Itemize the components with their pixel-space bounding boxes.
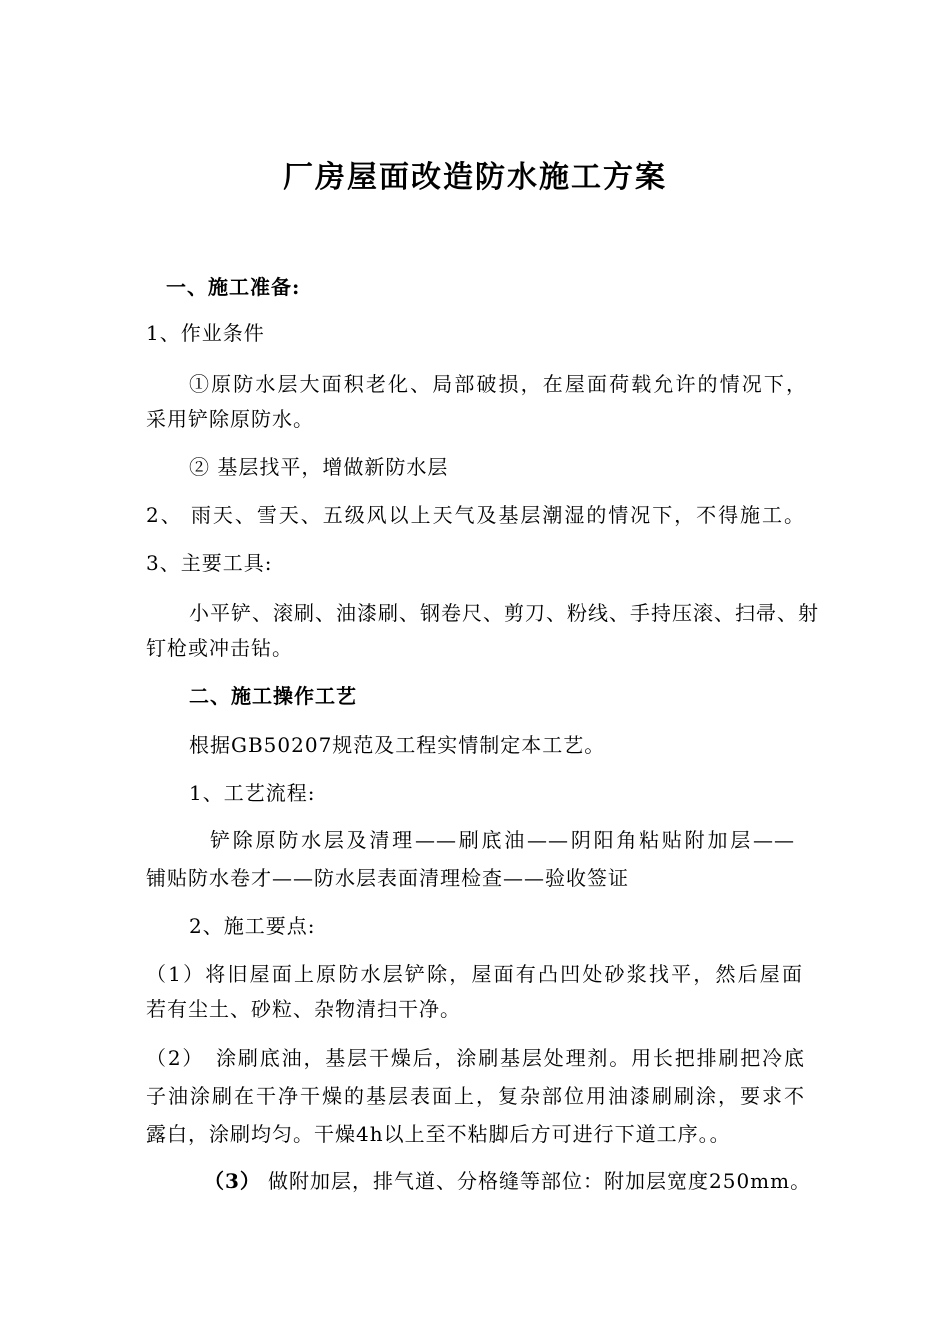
document-title: 厂房屋面改造防水施工方案 bbox=[283, 160, 667, 195]
section-2-intro: 根据GB50207规范及工程实情制定本工艺。 bbox=[189, 733, 606, 757]
section-2-item-2: 2、施工要点: bbox=[189, 914, 316, 938]
section-1-item-1: 1、作业条件 bbox=[146, 321, 265, 345]
section-2-item-1: 1、工艺流程: bbox=[189, 781, 316, 805]
section-1-item-1-para-2: ② 基层找平，增做新防水层 bbox=[189, 455, 449, 479]
section-2-point-2-line-3: 露白，涂刷均匀。干燥4h以上至不粘脚后方可进行下道工序。。 bbox=[146, 1122, 731, 1146]
section-2-point-1-line-2: 若有尘土、砂粒、杂物清扫干净。 bbox=[146, 997, 461, 1021]
section-1-item-1-para-1-line-2: 采用铲除原防水。 bbox=[146, 407, 314, 431]
section-2-point-3-number: （3） bbox=[204, 1169, 261, 1193]
section-1-heading: 一、施工准备: bbox=[166, 275, 301, 299]
section-2-heading: 二、施工操作工艺 bbox=[189, 684, 357, 708]
section-2-flow-line-1: 铲除原防水层及清理——刷底油——阴阳角粘贴附加层—— bbox=[210, 828, 795, 852]
section-1-item-2: 2、 雨天、雪天、五级风以上天气及基层潮湿的情况下，不得施工。 bbox=[146, 503, 805, 527]
section-2-flow-line-2: 铺贴防水卷才——防水层表面清理检查——验收签证 bbox=[146, 866, 629, 890]
section-2-point-3-text: 做附加层，排气道、分格缝等部位：附加层宽度250mm。 bbox=[268, 1169, 812, 1193]
section-1-item-1-para-1-line-1: ①原防水层大面积老化、局部破损，在屋面荷载允许的情况下， bbox=[189, 372, 807, 396]
section-1-item-3-text-line-2: 钉枪或冲击钻。 bbox=[146, 636, 293, 660]
section-1-item-3: 3、主要工具: bbox=[146, 551, 273, 575]
section-1-item-3-text-line-1: 小平铲、滚刷、油漆刷、钢卷尺、剪刀、粉线、手持压滚、扫帚、射 bbox=[189, 601, 819, 625]
section-2-point-2-line-2: 子油涂刷在干净干燥的基层表面上，复杂部位用油漆刷刷涂，要求不 bbox=[146, 1084, 805, 1108]
section-2-point-1-line-1: （1）将旧屋面上原防水层铲除，屋面有凸凹处砂浆找平，然后屋面 bbox=[146, 962, 803, 986]
section-2-point-2-line-1: （2） 涂刷底油，基层干燥后，涂刷基层处理剂。用长把排刷把冷底 bbox=[146, 1046, 805, 1070]
